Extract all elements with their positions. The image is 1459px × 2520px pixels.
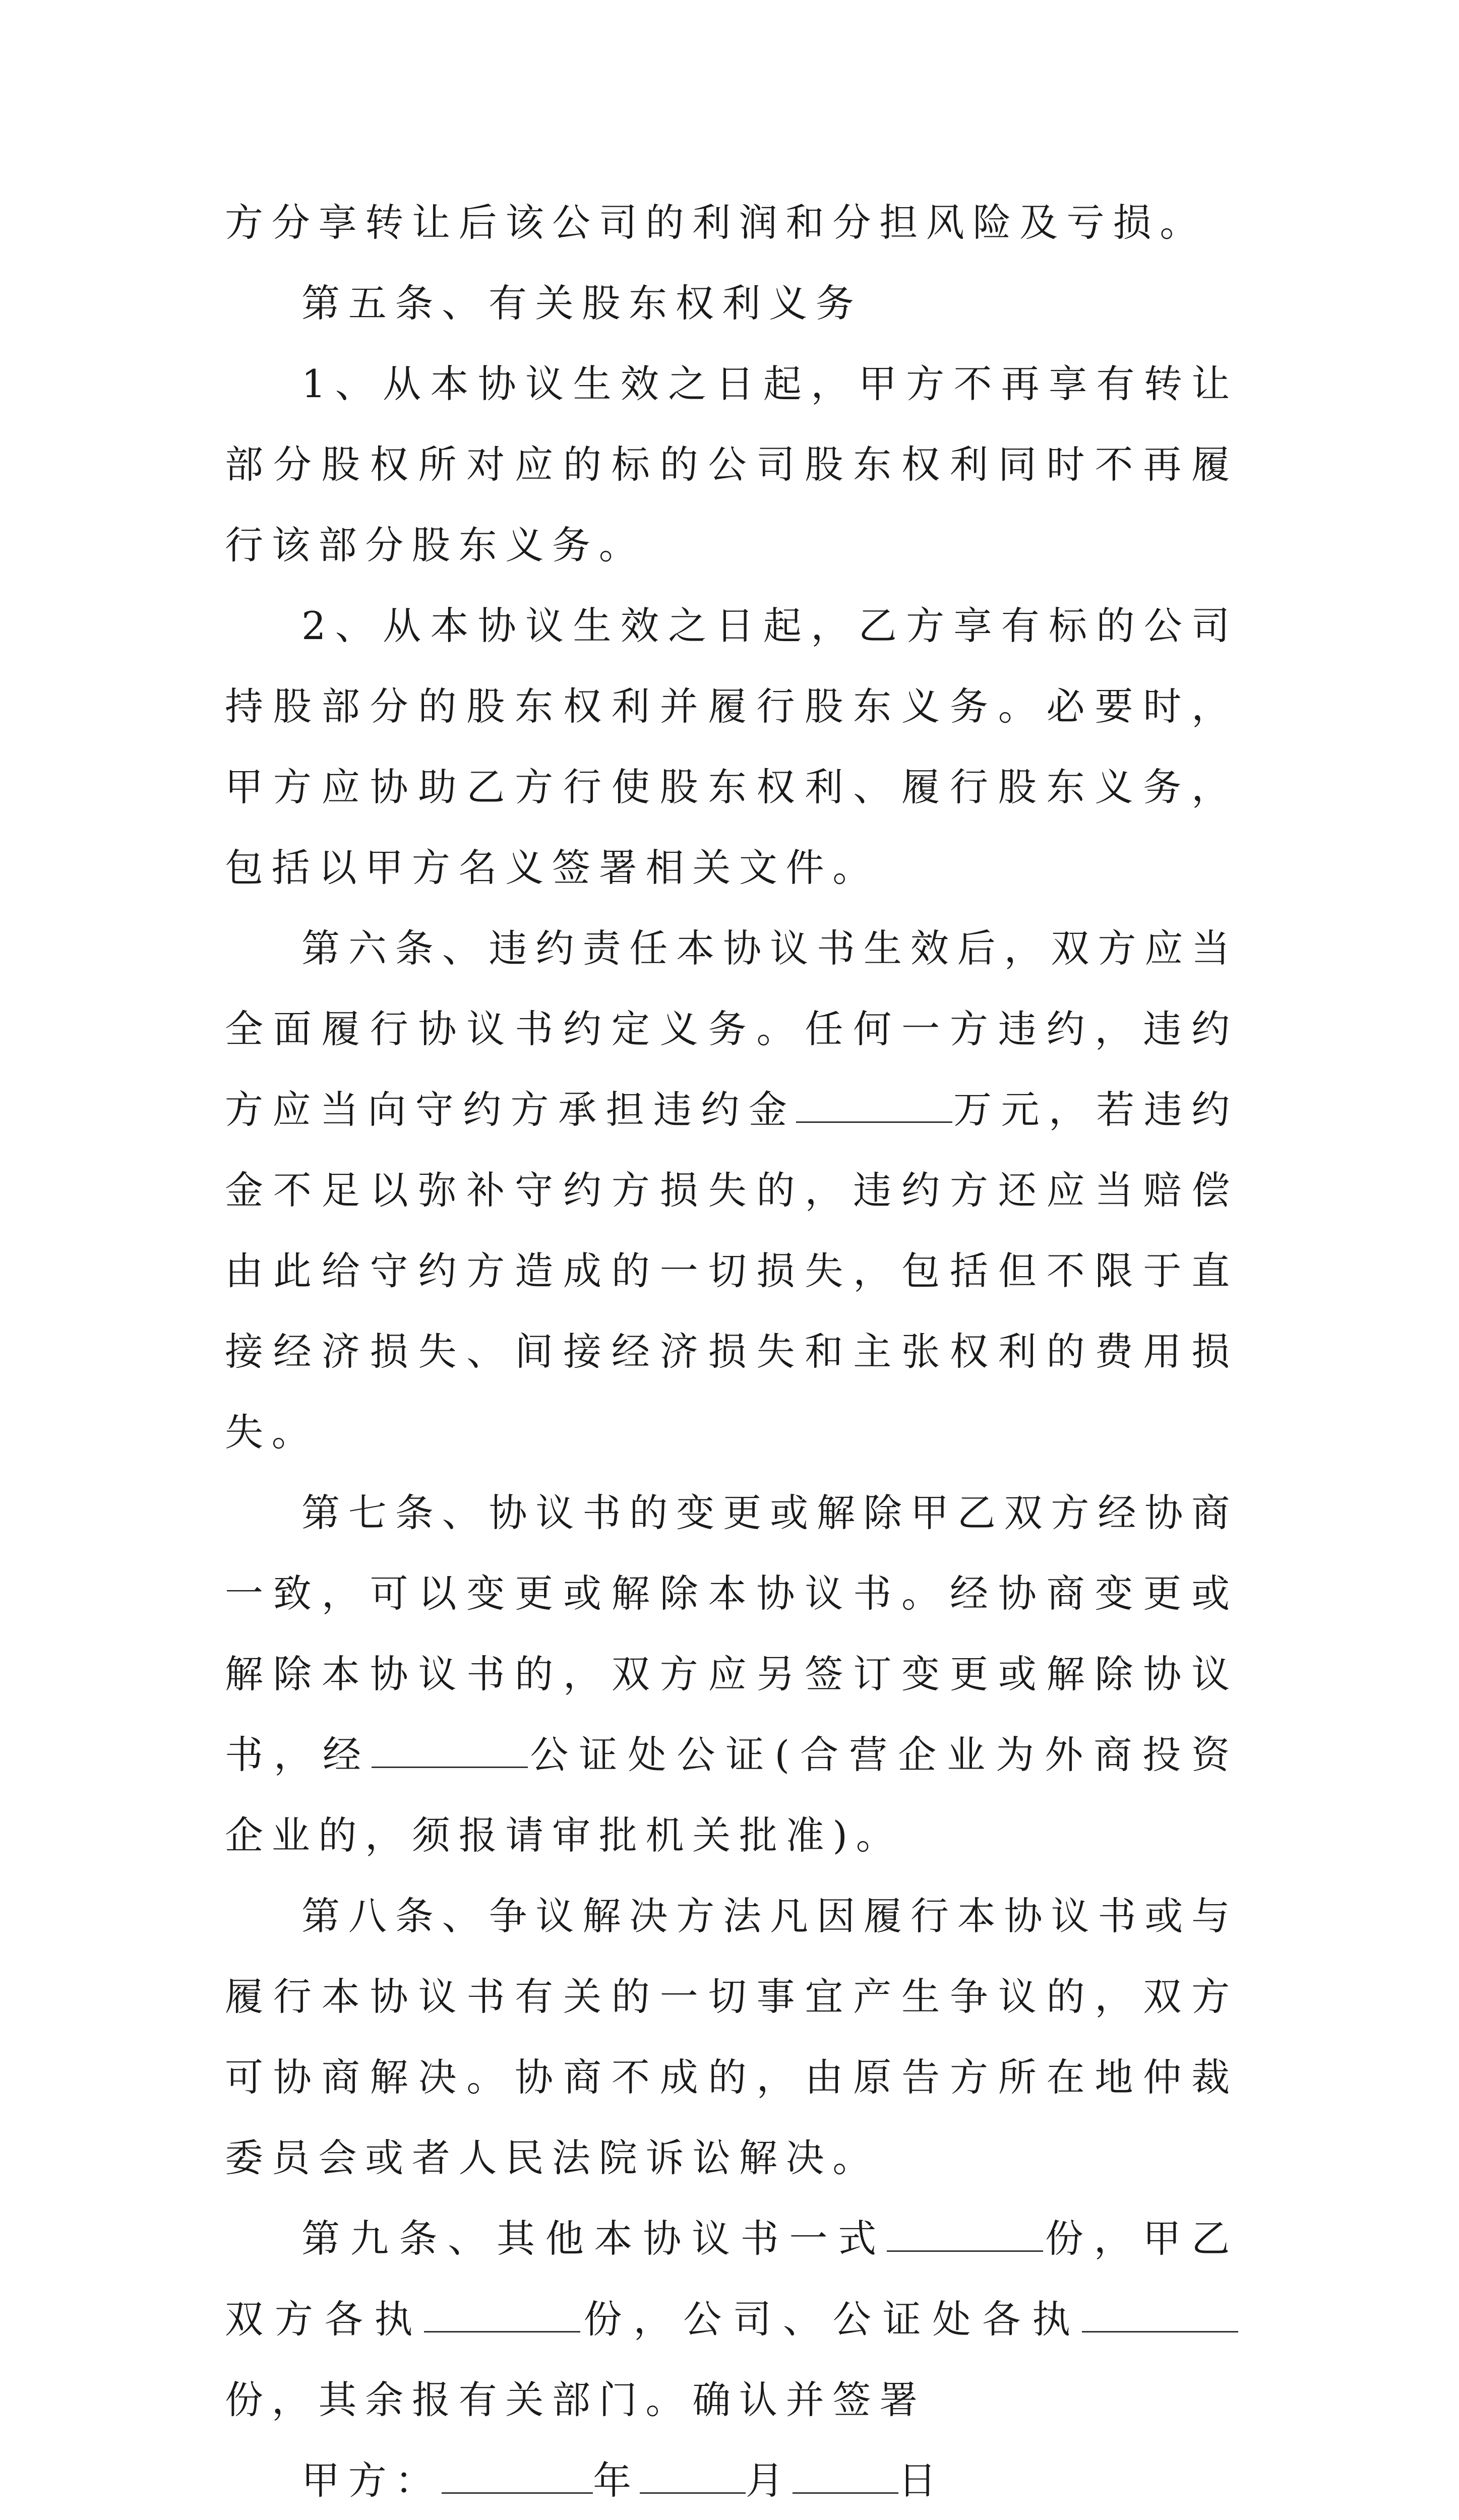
article-5-clause-2: 2、从本协议生效之日起，乙方享有标的公司持股部分的股东权利并履行股东义务。必要时，甲方应协助乙方行使股东权利、履行股东义务，包括以甲方名义签署相关文件。 [225,603,1238,890]
year-label: 年 [593,2458,640,2503]
party-a-day-blank[interactable] [793,2464,898,2494]
article-7-text-before: 第七条、协议书的变更或解除甲乙双方经协商一致，可以变更或解除本协议书。经协商变更或解除本协议书的，双方应另签订变更或解除协议书，经 [225,1490,1238,1777]
article-7-text-after: 公证处公证(合营企业为外商投资企业的，须报请审批机关批准)。 [225,1732,1238,1858]
party-a-label: 甲方： [301,2458,442,2503]
article-5-clause-1: 1、从本协议生效之日起，甲方不再享有转让部分股权所对应的标的公司股东权利同时不再履行该部分股东义务。 [225,361,1238,568]
party-a-signature-blank[interactable] [442,2464,593,2494]
article-9-paragraph [225,2198,1238,2440]
month-label: 月 [745,2458,793,2503]
day-label: 日 [898,2458,945,2503]
article-9-part-3: 份，公司、公证处各执 [580,2297,1082,2342]
party-a-month-blank[interactable] [640,2464,746,2494]
signature-line-party-a [225,2440,1238,2520]
article-6-text-before: 第六条、违约责任本协议书生效后，双方应当全面履行协议书约定义务。任何一方违约，违约方应当向守约方承担违约金 [225,926,1238,1132]
paragraph-continuation: 方分享转让后该公司的利润和分担风险及亏损。 [225,200,1207,245]
article-9-part-4: 份，其余报有关部门。确认并签署 [225,2377,926,2422]
company-notary-copies-blank[interactable] [1082,2303,1238,2333]
total-copies-blank[interactable] [887,2222,1043,2252]
article-9-part-2: 份，甲乙双方各执 [225,2216,1238,2342]
party-copies-blank[interactable] [424,2303,580,2333]
article-5-heading: 第五条、有关股东权利义务 [301,281,863,326]
article-6-text-after: 万元，若违约金不足以弥补守约方损失的，违约方还应当赔偿由此给守约方造成的一切损失，包括但不限于直接经济损失、间接经济损失和主张权利的费用损失。 [225,1087,1238,1455]
article-7-paragraph [225,1473,1238,1876]
document-body [225,182,1238,2520]
article-6-paragraph [225,908,1238,1473]
notary-office-blank[interactable] [372,1738,528,1768]
article-8-paragraph: 第八条、争议解决方法凡因履行本协议书或与履行本协议书有关的一切事宜产生争议的，双方可协商解决。协商不成的，由原告方所在地仲裁委员会或者人民法院诉讼解决。 [225,1894,1238,2180]
article-9-part-1: 第九条、其他本协议书一式 [301,2216,887,2261]
penalty-amount-blank[interactable] [796,1093,952,1123]
